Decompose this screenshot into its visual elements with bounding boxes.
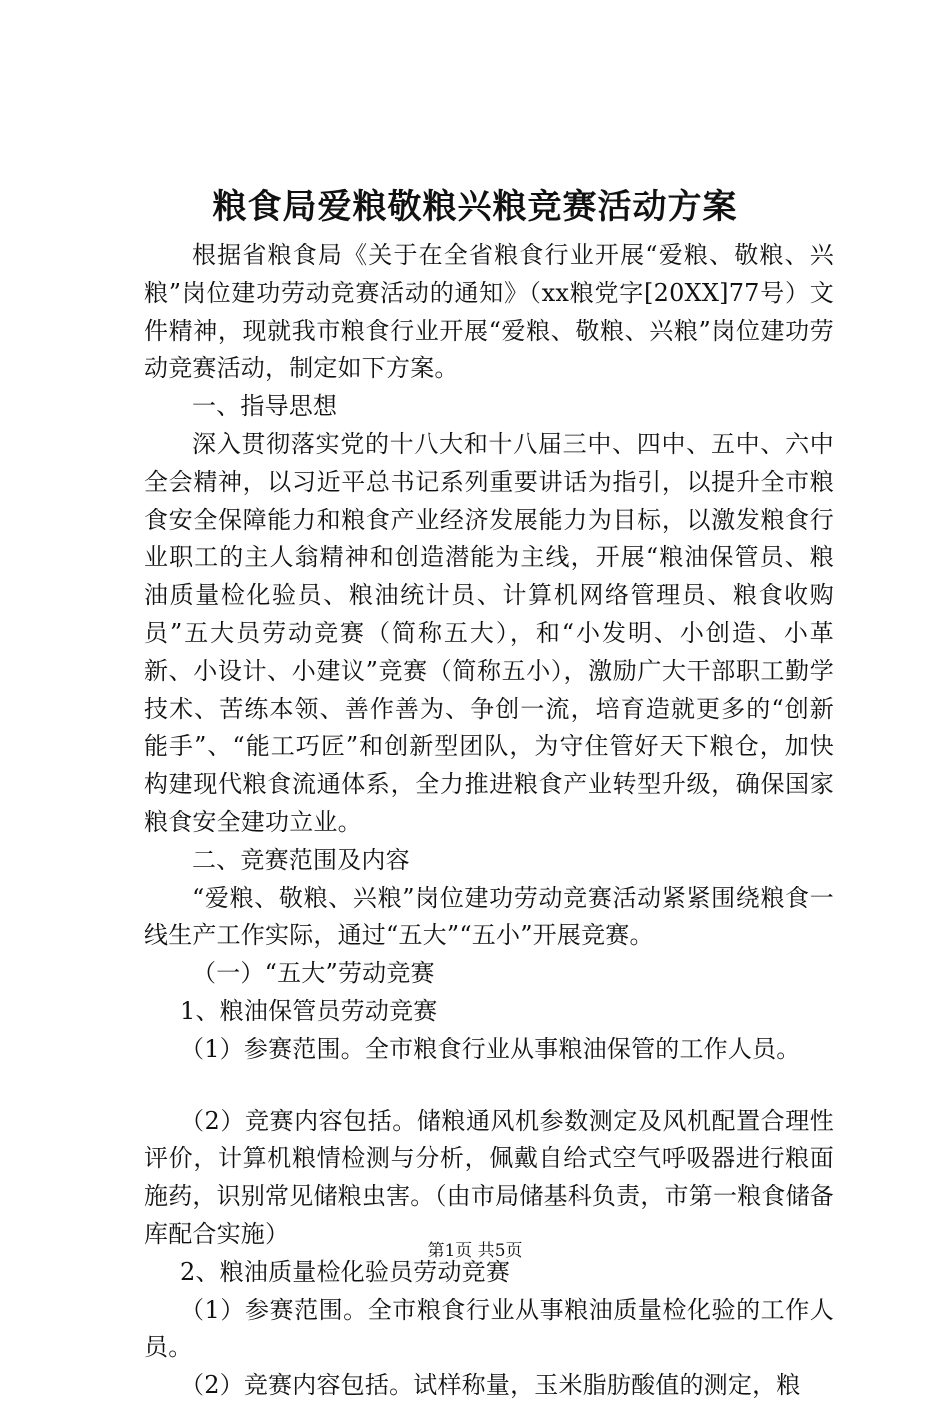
item-heading-storage-keeper: 1、粮油保管员劳动竞赛 (180, 996, 438, 1025)
quality-inspector-scope: （1）参赛范围。全市粮食行业从事粮油质量检化验的工作人员。 (144, 1295, 834, 1362)
section-heading-scope-and-content: 二、竞赛范围及内容 (192, 845, 410, 874)
page-number-footer: 第1页 共5页 (427, 1241, 523, 1261)
guiding-ideology-paragraph: 深入贯彻落实党的十八大和十八届三中、四中、五中、六中全会精神，以习近平总书记系列重要讲话为指引，以提升全市粮食安全保障能力和粮食产业经济发展能力为目标，以激发粮食行业职工的主人翁精神和创造潜能为主线，开展“粮油保管员、粮油质量检化验员、粮油统计员、计算机网络管理员、粮食收购员”五大员劳动竞赛（简称五大），和“小发明、小创造、小革新、小设计、小建议”竞赛（简称五小），激励广大干部职工勤学技术、苦练本领、善作善为、争创一流，培育造就更多的“创新能手”、“能工巧匠”和创新型团队，为守住管好天下粮仓，加快构建现代粮食流通体系，全力推进粮食产业转型升级，确保国家粮食安全建功立业。 (144, 429, 834, 836)
intro-paragraph: 根据省粮食局《关于在全省粮食行业开展“爱粮、敬粮、兴粮”岗位建功劳动竞赛活动的通知》（xx粮党字[20XX]77号）文件精神，现就我市粮食行业开展“爱粮、敬粮、兴粮”岗位建功劳动竞赛活动，制定如下方案。 (144, 241, 834, 383)
section-heading-guiding-ideology: 一、指导思想 (192, 392, 338, 421)
scope-paragraph: “爱粮、敬粮、兴粮”岗位建功劳动竞赛活动紧紧围绕粮食一线生产工作实际，通过“五大”“五小”开展竞赛。 (144, 883, 834, 950)
document-title: 粮食局爱粮敬粮兴粮竞赛活动方案 (212, 187, 738, 227)
subsection-heading-five-major: （一）“五大”劳动竞赛 (192, 959, 435, 988)
quality-inspector-content: （2）竞赛内容包括。试样称量，玉米脂肪酸值的测定，粮 (180, 1371, 801, 1400)
storage-keeper-content: （2）竞赛内容包括。储粮通风机参数测定及风机配置合理性评价，计算机粮情检测与分析，佩戴自给式空气呼吸器进行粮面施药，识别常见储粮虫害。（由市局储基科负责，市第一粮食储备库配合实施） (144, 1106, 834, 1248)
document-body (144, 237, 834, 1405)
item-heading-quality-inspector: 2、粮油质量检化验员劳动竞赛 (180, 1257, 511, 1286)
storage-keeper-scope: （1）参赛范围。全市粮食行业从事粮油保管的工作人员。 (180, 1034, 801, 1063)
